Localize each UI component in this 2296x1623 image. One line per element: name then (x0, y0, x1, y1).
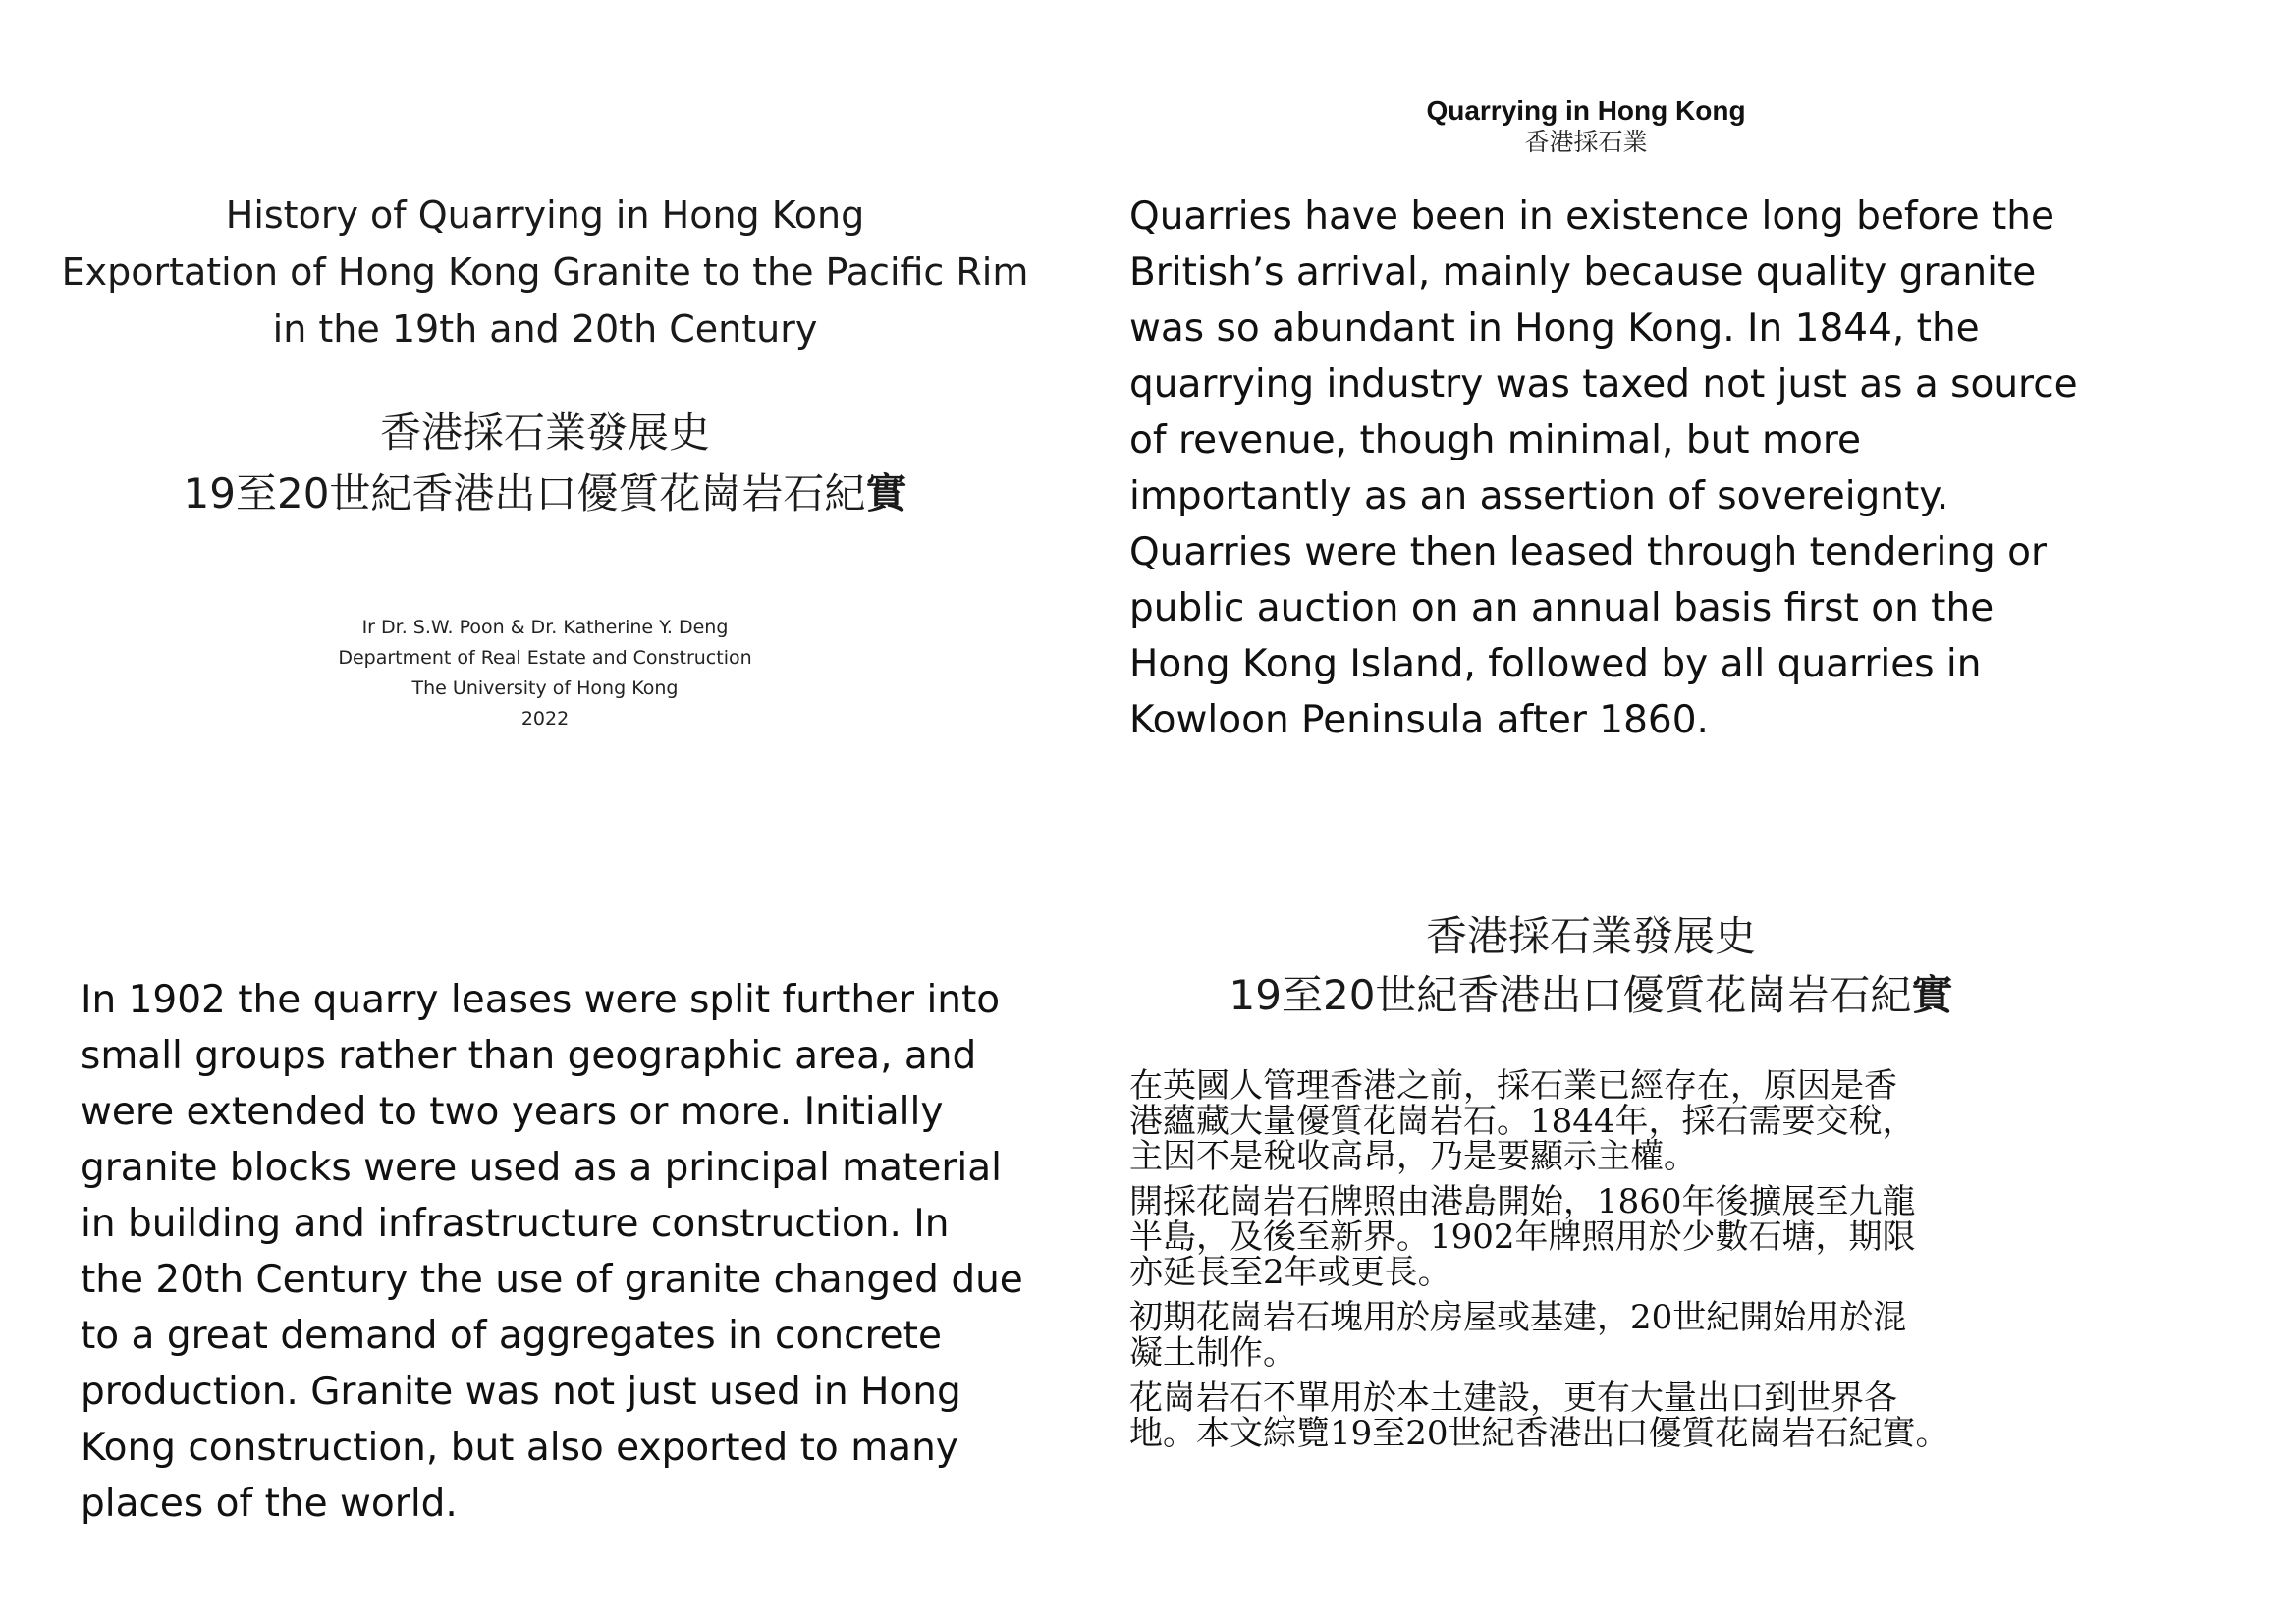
paragraph-line: importantly as an assertion of sovereignty. (1129, 474, 1949, 518)
chinese-section-title (1129, 907, 2052, 1025)
paragraph-line: quarrying industry was taxed not just as a source (1129, 362, 2078, 406)
chinese-line: 主因不是稅收高昂，乃是要顯示主權。 (1129, 1137, 1697, 1176)
english-title-line-2: Exportation of Hong Kong Granite to the Pacific Rim (61, 250, 1029, 294)
chinese-section-title-line-1: 香港採石業發展史 (1425, 912, 1756, 960)
paragraph-line: production. Granite was not just used in Hong (81, 1370, 961, 1414)
chinese-title-line-2 (59, 463, 1031, 524)
chinese-title-line-2-main: 19至20世紀香港出口優質花崗岩石紀 (183, 469, 866, 517)
chinese-section-title-line-2 (1129, 966, 2052, 1025)
chinese-line: 亦延長至2年或更長。 (1129, 1253, 1451, 1292)
credits (59, 613, 1031, 734)
chinese-line: 港蘊藏大量優質花崗岩石。1844年，採石需要交稅， (1129, 1102, 1916, 1141)
chinese-paragraph-2 (1129, 1184, 2082, 1290)
paragraph-line: Hong Kong Island, followed by all quarries in (1129, 642, 1982, 686)
paragraph-line: Kong construction, but also exported to many (81, 1426, 958, 1470)
chinese-line: 半島，及後至新界。1902年牌照用於少數石塘，期限 (1129, 1217, 1916, 1257)
chinese-line: 在英國人管理香港之前，採石業已經存在，原因是香 (1129, 1066, 1897, 1106)
section-heading-english: Quarrying in Hong Kong (1426, 95, 1746, 126)
chinese-line: 地。本文綜覽19至20世紀香港出口優質花崗岩石紀實。 (1129, 1414, 1949, 1453)
chinese-body (1129, 1068, 2082, 1451)
chinese-title (59, 403, 1031, 524)
credits-university: The University of Hong Kong (411, 677, 679, 699)
chinese-paragraph-4 (1129, 1380, 2082, 1451)
paragraph-line: small groups rather than geographic area, and (81, 1034, 977, 1078)
chinese-title-line-2-last-char: 實 (865, 469, 907, 517)
chinese-title-line-1: 香港採石業發展史 (379, 408, 710, 457)
history-paragraph-1 (1129, 189, 2170, 748)
chinese-line: 初期花崗岩石塊用於房屋或基建，20世紀開始用於混 (1129, 1298, 1907, 1337)
credits-year: 2022 (520, 708, 570, 730)
english-title-line-3: in the 19th and 20th Century (272, 307, 818, 351)
english-title (59, 187, 1031, 357)
credits-authors: Ir Dr. S.W. Poon & Dr. Katherine Y. Deng (361, 617, 729, 638)
paragraph-line: Kowloon Peninsula after 1860. (1129, 698, 1709, 742)
quarrying-section-chinese (1129, 907, 2210, 1461)
chinese-line: 開採花崗岩石牌照由港島開始，1860年後擴展至九龍 (1129, 1182, 1916, 1221)
paragraph-line: of revenue, though minimal, but more (1129, 418, 1861, 462)
chinese-section-title-line-2-last-char: 實 (1911, 971, 1953, 1019)
history-paragraph-2-text (81, 972, 1023, 1532)
quarrying-section-english (1129, 94, 2210, 748)
section-heading-chinese: 香港採石業 (1524, 128, 1648, 156)
credits-department: Department of Real Estate and Construction (338, 647, 752, 669)
title-block (59, 187, 1031, 734)
chinese-section-title-line-2-main: 19至20世紀香港出口優質花崗岩石紀 (1229, 971, 1912, 1019)
chinese-paragraph-3 (1129, 1300, 2082, 1371)
paragraph-line: in building and infrastructure construction. In (81, 1202, 950, 1246)
paragraph-line: granite blocks were used as a principal material (81, 1146, 1002, 1190)
paragraph-line: British’s arrival, mainly because quality granite (1129, 250, 2037, 295)
paragraph-line: to a great demand of aggregates in concrete (81, 1314, 942, 1358)
history-paragraph-2 (81, 972, 1023, 1532)
english-title-line-1: History of Quarrying in Hong Kong (225, 193, 865, 237)
paragraph-line: Quarries were then leased through tendering or (1129, 530, 2048, 574)
paragraph-line: was so abundant in Hong Kong. In 1844, the (1129, 306, 1980, 351)
chinese-line: 凝土制作。 (1129, 1333, 1296, 1373)
paragraph-line: were extended to two years or more. Initially (81, 1090, 944, 1134)
paragraph-line: In 1902 the quarry leases were split further into (81, 978, 1001, 1022)
paragraph-line: public auction on an annual basis first on the (1129, 586, 1995, 630)
paragraph-line: Quarries have been in existence long before the (1129, 194, 2054, 239)
section-heading (1129, 94, 2043, 157)
chinese-line: 花崗岩石不單用於本土建設，更有大量出口到世界各 (1129, 1379, 1897, 1418)
chinese-paragraph-1 (1129, 1068, 2082, 1174)
paragraph-line: places of the world. (81, 1482, 458, 1526)
paragraph-line: the 20th Century the use of granite changed due (81, 1258, 1023, 1302)
